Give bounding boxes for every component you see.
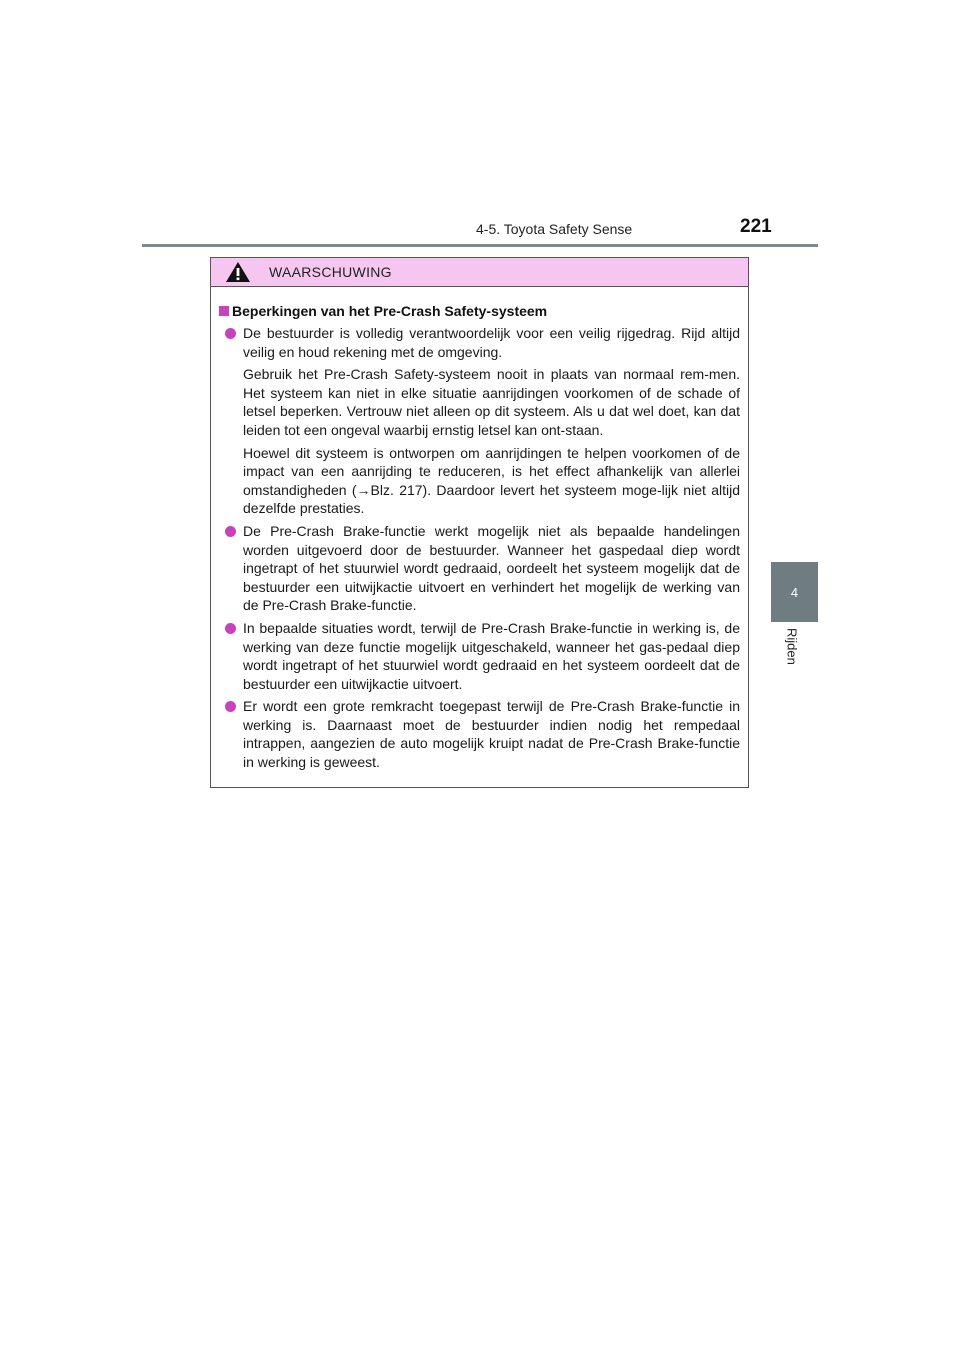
- warning-header: [211, 258, 748, 287]
- bullet-dot-icon: [225, 623, 236, 634]
- section-title: 4-5. Toyota Safety Sense: [476, 221, 633, 237]
- chapter-number: 4: [790, 584, 799, 600]
- section-heading: [219, 302, 740, 320]
- bullet-item: [219, 522, 740, 615]
- bullet-item: [219, 697, 740, 771]
- chapter-label: Rijden: [784, 628, 800, 665]
- square-bullet-icon: [219, 306, 229, 316]
- section-heading-text: Beperkingen van het Pre-Crash Safety-systeem: [232, 303, 548, 319]
- warning-body: [211, 287, 748, 772]
- bullet-dot-icon: [225, 328, 236, 339]
- bullet-dot-icon: [225, 526, 236, 537]
- bullet-item: [219, 619, 740, 693]
- chapter-tab: [771, 562, 818, 622]
- header-divider: [142, 244, 818, 247]
- paragraph: Hoewel dit systeem is ontworpen om aanrijdingen te helpen voorkomen of de impact van een aanrijding te reduceren, is het effect afhankelijk van allerlei omstandigheden (→Blz. 217). Daardoor levert het systeem moge-lijk niet altijd dezelfde prestaties.: [243, 444, 740, 517]
- paragraph: De Pre-Crash Brake-functie werkt mogelijk niet als bepaalde handelingen worden uitgevoerd door de bestuurder. Wanneer het gaspedaal diep wordt ingetrapt of het stuurwiel wordt gedraaid, oordeelt het systeem mogelijk dat de bestuurder een uitwijkactie uitvoert en verhindert het mogelijk de werking van de Pre-Crash Brake-functie.: [243, 522, 740, 614]
- page-number: 221: [740, 216, 772, 237]
- warning-box: [210, 257, 749, 788]
- paragraph: Er wordt een grote remkracht toegepast terwijl de Pre-Crash Brake-functie in werking is. Daarnaast moet de bestuurder indien nodig het rempedaal intrappen, aangezien de auto mogelijk kruipt nadat de Pre-Crash Brake-functie in werking is geweest.: [243, 698, 740, 771]
- paragraph: In bepaalde situaties wordt, terwijl de Pre-Crash Brake-functie in werking is, de werking van deze functie mogelijk uitgeschakeld, wanneer het gas-pedaal diep wordt ingetrapt of het stuurwiel wordt gedraaid en het systeem oordeelt dat de bestuurder een uitwijkactie uitvoert.: [243, 619, 740, 692]
- warning-title: WAARSCHUWING: [269, 264, 392, 280]
- paragraph: De bestuurder is volledig verantwoordelijk voor een veilig rijgedrag. Rijd altijd veilig en houd rekening met de omgeving.: [243, 325, 740, 360]
- warning-triangle-icon: [225, 261, 251, 283]
- bullet-item: [219, 324, 740, 518]
- bullet-dot-icon: [225, 701, 236, 712]
- paragraph: Gebruik het Pre-Crash Safety-systeem nooit in plaats van normaal rem-men. Het systeem kan niet in elke situatie aanrijdingen voorkomen of de schade of letsel beperken. Vertrouw niet alleen op dit systeem. Als u dat wel doet, kan dat leiden tot een ongeval waarbij ernstig letsel kan ont-staan.: [243, 366, 740, 438]
